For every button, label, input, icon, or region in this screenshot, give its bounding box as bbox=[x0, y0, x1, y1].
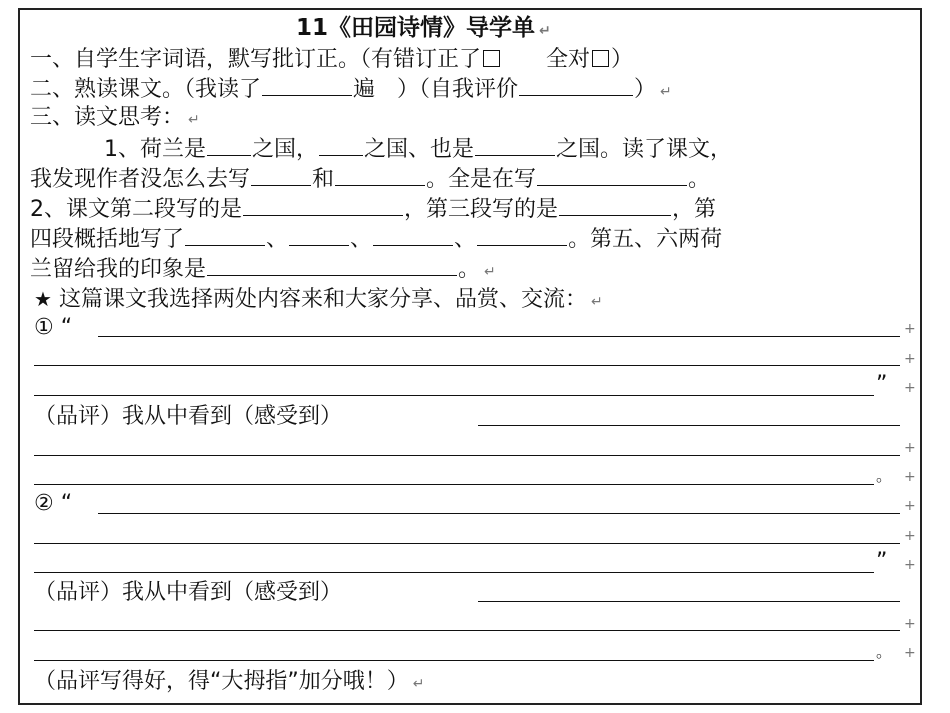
question-2-line-2: 四段概括地写了 、 、 、 。第五、六两荷 bbox=[30, 227, 723, 252]
section-2-line: 二、熟读课文。（我读了 遍 ）（自我评价 ） ↵ bbox=[30, 77, 672, 102]
star-icon: ★ bbox=[34, 287, 52, 311]
share-prompt: ★ 这篇课文我选择两处内容来和大家分享、品赏、交流： ↵ bbox=[34, 287, 603, 312]
answer-blank[interactable] bbox=[289, 225, 349, 246]
writing-line-comment-1-1[interactable] bbox=[478, 425, 900, 426]
read-count-blank[interactable] bbox=[262, 75, 352, 96]
answer-blank[interactable] bbox=[243, 195, 403, 216]
question-1-line-2: 我发现作者没怎么去写 和 。全是在写 。 bbox=[30, 167, 711, 192]
answer-blank[interactable] bbox=[251, 165, 311, 186]
item-2-close-quote: ” bbox=[876, 549, 888, 574]
answer-blank[interactable] bbox=[207, 135, 251, 156]
writing-line-item-1-2[interactable] bbox=[34, 365, 900, 366]
answer-blank[interactable] bbox=[335, 165, 425, 186]
all-correct-checkbox[interactable] bbox=[592, 50, 609, 67]
answer-blank[interactable] bbox=[475, 135, 555, 156]
writing-line-item-2-3[interactable] bbox=[34, 572, 874, 573]
item-2-label: ② “ bbox=[34, 491, 73, 516]
answer-blank[interactable] bbox=[559, 195, 671, 216]
writing-line-item-1-1[interactable] bbox=[98, 336, 900, 337]
item-1-close-quote: ” bbox=[876, 372, 888, 397]
self-evaluation-blank[interactable] bbox=[519, 75, 633, 96]
writing-line-item-2-2[interactable] bbox=[34, 543, 900, 544]
writing-line-comment-2-2[interactable] bbox=[34, 630, 900, 631]
worksheet-title: 11《田园诗情》导学单 ↵ bbox=[296, 15, 551, 41]
answer-blank[interactable] bbox=[373, 225, 453, 246]
writing-line-comment-1-3[interactable] bbox=[34, 484, 874, 485]
question-2-line-3: 兰留给我的印象是 。 ↵ bbox=[30, 257, 496, 282]
answer-blank[interactable] bbox=[207, 255, 457, 276]
answer-blank[interactable] bbox=[477, 225, 567, 246]
footer-note: （品评写得好，得“大拇指”加分哦！） ↵ bbox=[34, 669, 425, 694]
writing-line-item-2-1[interactable] bbox=[98, 513, 900, 514]
comment-1-label: （品评）我从中看到（感受到） bbox=[34, 404, 343, 429]
answer-blank[interactable] bbox=[537, 165, 687, 186]
writing-line-item-1-3[interactable] bbox=[34, 395, 874, 396]
comment-2-label: （品评）我从中看到（感受到） bbox=[34, 580, 343, 605]
writing-line-comment-1-2[interactable] bbox=[34, 455, 900, 456]
item-1-label: ① “ bbox=[34, 315, 73, 340]
question-1-line-1: 1、荷兰是 之国， 之国、也是 之国。读了课文， bbox=[104, 137, 733, 162]
answer-blank[interactable] bbox=[319, 135, 363, 156]
section-3-heading: 三、读文思考： ↵ bbox=[30, 105, 200, 130]
writing-line-comment-2-1[interactable] bbox=[478, 601, 900, 602]
answer-blank[interactable] bbox=[185, 225, 265, 246]
question-2-line-1: 2、课文第二段写的是 ，第三段写的是 ，第 bbox=[30, 197, 717, 222]
corrected-checkbox[interactable] bbox=[483, 50, 500, 67]
section-1-line: 一、自学生字词语，默写批订正。（有错订正了 全对 ） bbox=[30, 47, 634, 72]
paragraph-mark: ↵ bbox=[539, 23, 551, 39]
writing-line-comment-2-3[interactable] bbox=[34, 660, 874, 661]
